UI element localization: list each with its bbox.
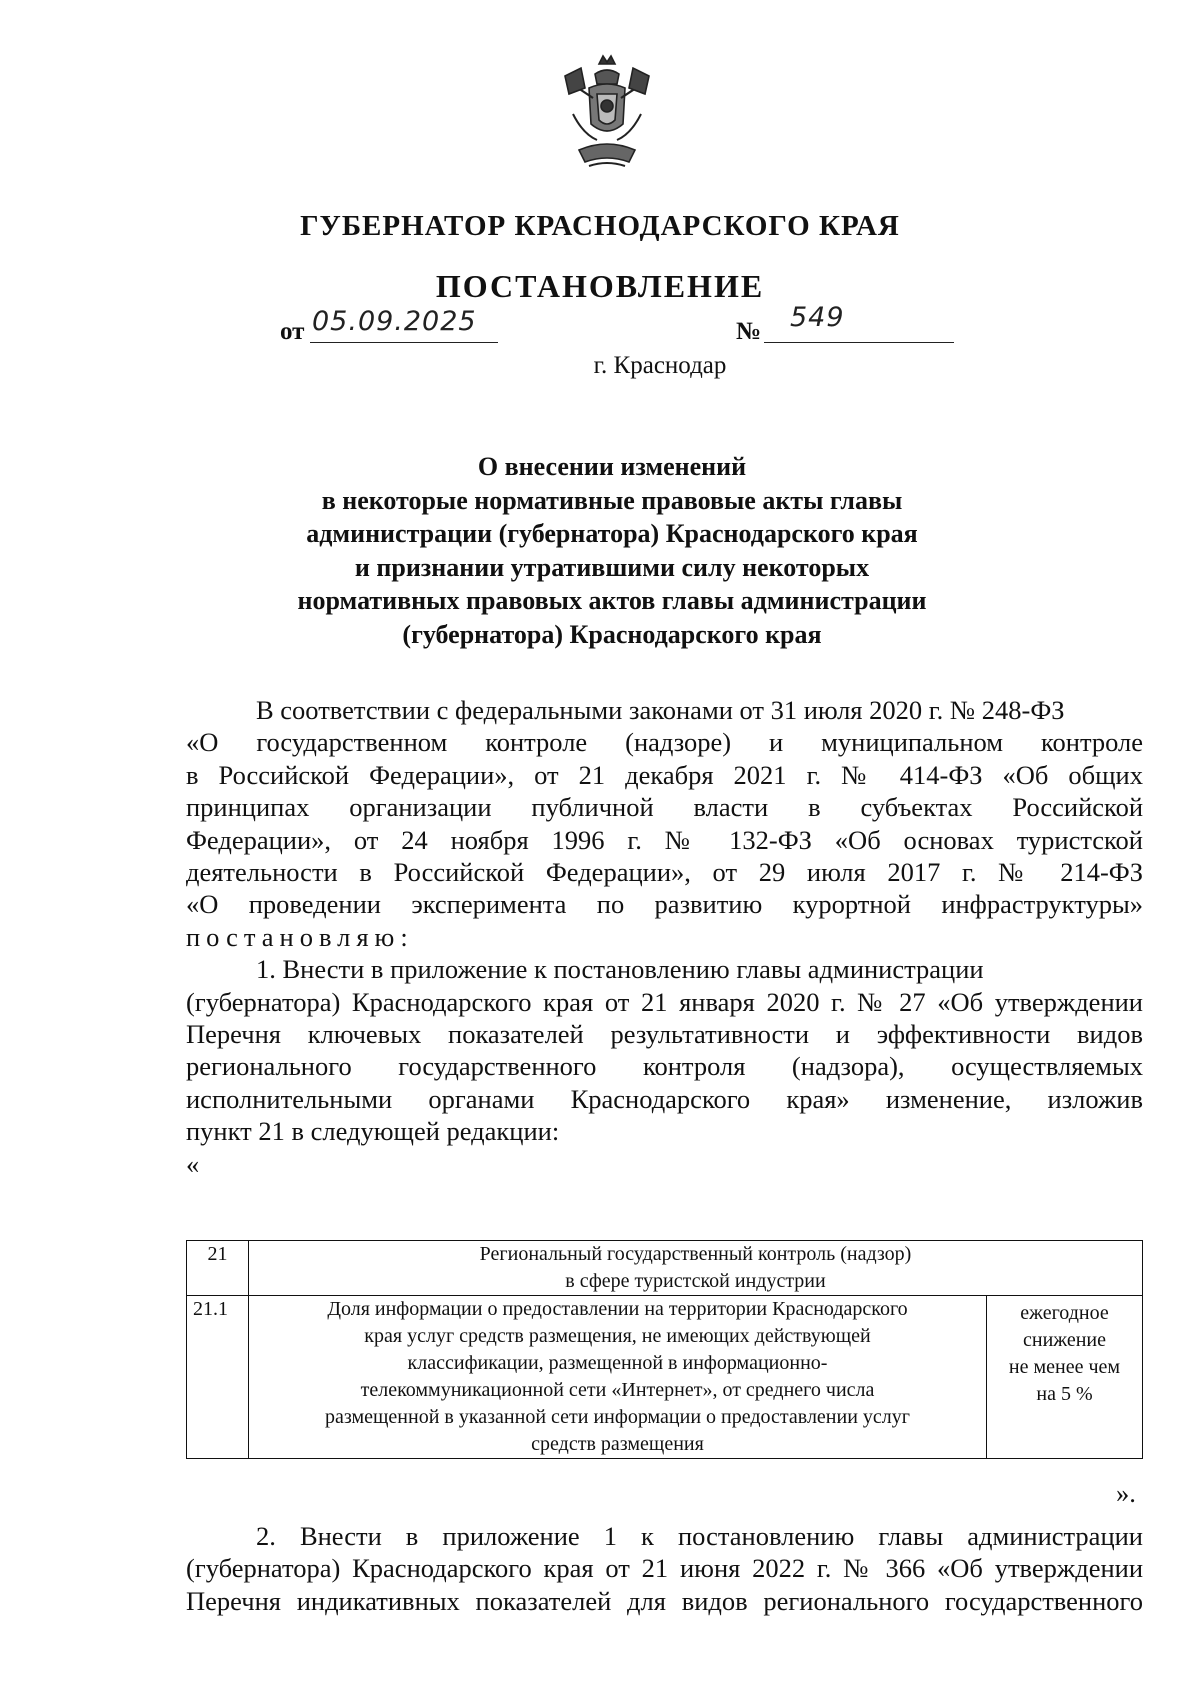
preamble-line: «О проведении эксперимента по развитию курортной инфраструктуры» xyxy=(186,889,1143,920)
title-line: администрации (губернатора) Краснодарского края xyxy=(306,519,918,548)
row-number: 21 xyxy=(187,1241,249,1296)
number-value: 549 xyxy=(790,302,845,333)
item2 xyxy=(186,1520,1143,1617)
item1-line: Перечня ключевых показателей результативности и эффективности видов xyxy=(186,1019,1143,1050)
description-line: классификации, размещенной в информационно- xyxy=(407,1352,828,1374)
table-row xyxy=(187,1241,1143,1296)
description-line: края услуг средств размещения, не имеющих действующей xyxy=(364,1325,871,1347)
item2-line: Перечня индикативных показателей для видов регионального государственного xyxy=(186,1585,1143,1616)
target-value-line: снижение xyxy=(1023,1329,1106,1351)
preamble-line: «О государственном контроле (надзоре) и муниципальном контроле xyxy=(186,727,1143,758)
number-field xyxy=(764,300,954,343)
row-heading-line: Региональный государственный контроль (надзор) xyxy=(479,1243,912,1265)
description-line: Доля информации о предоставлении на территории Краснодарского xyxy=(327,1298,908,1320)
item1-line: 1. Внести в приложение к постановлению главы администрации xyxy=(256,954,984,985)
preamble-line: деятельности в Российской Федерации», от 29 июля 2017 г. № 214-ФЗ xyxy=(186,857,1143,888)
city-name: г. Краснодар xyxy=(593,352,727,379)
preamble-line: в Российской Федерации», от 21 декабря 2021 г. № 414-ФЗ «Об общих xyxy=(186,759,1143,790)
item1-line: исполнительными органами Краснодарского края» изменение, изложив xyxy=(186,1083,1143,1114)
target-value-line: ежегодное xyxy=(1020,1302,1109,1324)
preamble-line: Федерации», от 24 ноября 1996 г. № 132-ФЗ «Об основах туристской xyxy=(186,824,1143,855)
row-heading xyxy=(249,1241,1143,1296)
title-line: и признании утратившими силу некоторых xyxy=(354,552,870,582)
description-line: телекоммуникационной сети «Интернет», от среднего числа xyxy=(360,1379,875,1401)
row-number: 21.1 xyxy=(187,1296,249,1459)
preamble-line: В соответствии с федеральными законами от 31 июля 2020 г. № 248-ФЗ xyxy=(256,695,1065,725)
title-line: (губернатора) Краснодарского края xyxy=(402,619,822,649)
coat-of-arms-emblem xyxy=(559,54,655,176)
preamble xyxy=(186,694,1143,1180)
title-line: в некоторые нормативные правовые акты главы xyxy=(321,485,903,515)
description-line: размещенной в указанной сети информации о предоставлении услуг xyxy=(325,1406,910,1428)
item2-line: 2. Внести в приложение 1 к постановлению главы администрации xyxy=(256,1521,1143,1551)
resolve-word: постановляю: xyxy=(186,921,414,952)
target-value-line: не менее чем xyxy=(1008,1356,1121,1378)
date-prefix: от xyxy=(280,318,305,345)
date-field xyxy=(310,302,498,343)
target-value-line: на 5 % xyxy=(1036,1383,1093,1405)
indicators-table xyxy=(186,1240,1143,1459)
table-row xyxy=(187,1296,1143,1459)
indicator-description xyxy=(249,1296,987,1459)
item1-line: регионального государственного контроля (надзора), осуществляемых xyxy=(186,1051,1143,1082)
item1-line: (губернатора) Краснодарского края от 21 января 2020 г. № 27 «Об утверждении xyxy=(186,986,1143,1017)
number-prefix: № xyxy=(736,318,762,345)
item2-line: (губернатора) Краснодарского края от 21 июня 2022 г. № 366 «Об утверждении xyxy=(186,1553,1143,1584)
title-line: нормативных правовых актов главы администрации xyxy=(297,586,927,615)
date-value: 05.09.2025 xyxy=(312,306,477,337)
description-line: средств размещения xyxy=(531,1433,704,1455)
indicator-target-value xyxy=(987,1296,1143,1459)
preamble-line: принципах организации публичной власти в субъектах Российской xyxy=(186,792,1143,823)
coat-of-arms-icon xyxy=(559,54,655,176)
item1-last-line: пункт 21 в следующей редакции: xyxy=(186,1116,560,1147)
quote-open: « xyxy=(186,1148,200,1179)
document-title xyxy=(12,450,1200,651)
document-type-title: ПОСТАНОВЛЕНИЕ xyxy=(435,268,765,304)
quote-close: ». xyxy=(1116,1478,1136,1508)
title-line: О внесении изменений xyxy=(477,452,747,481)
issuing-authority: ГУБЕРНАТОР КРАСНОДАРСКОГО КРАЯ xyxy=(300,210,900,242)
row-heading-line: в сфере туристской индустрии xyxy=(565,1270,826,1292)
